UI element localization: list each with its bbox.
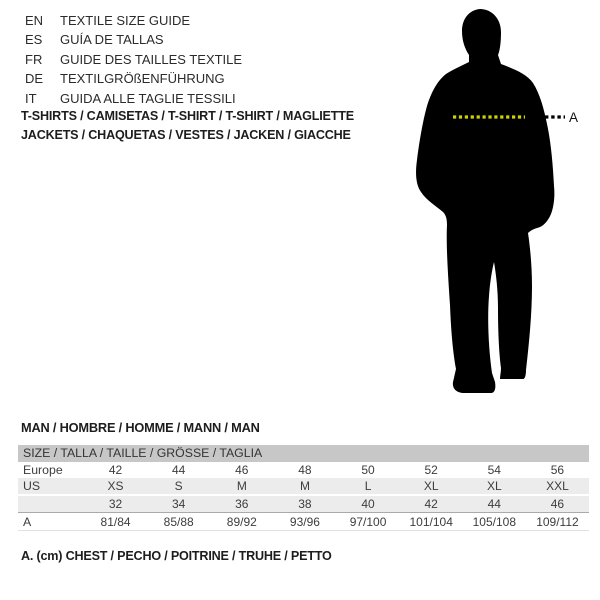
cell: 42 xyxy=(424,497,438,511)
language-code: FR xyxy=(25,51,43,67)
language-row-es xyxy=(25,30,242,49)
row-label: US xyxy=(23,479,41,493)
cell: L xyxy=(364,479,372,493)
language-row-de xyxy=(25,69,242,88)
language-label: GUIDE DES TAILLES TEXTILE xyxy=(60,51,243,67)
table-row-europe xyxy=(18,462,589,478)
cell: 36 xyxy=(235,497,249,511)
table-row-chest-cm xyxy=(18,512,589,531)
measurement-note: A. (cm) CHEST / PECHO / POITRINE / TRUHE / PETTO xyxy=(21,549,332,563)
row-label: A xyxy=(23,514,32,529)
cell: XXL xyxy=(546,479,569,493)
cell: 44 xyxy=(487,497,501,511)
man-silhouette xyxy=(416,9,554,393)
language-label: GUIDA ALLE TAGLIE TESSILI xyxy=(60,90,236,106)
measurement-label-a: A xyxy=(569,110,579,125)
cell: 85/88 xyxy=(163,514,194,529)
cell: 97/100 xyxy=(349,514,387,529)
language-label: TEXTILE SIZE GUIDE xyxy=(60,13,191,28)
cell: 56 xyxy=(550,463,565,477)
cell: 40 xyxy=(361,497,375,511)
cell: 101/104 xyxy=(409,514,453,529)
cell: 81/84 xyxy=(100,514,131,529)
cell: XL xyxy=(486,479,502,493)
cell: 89/92 xyxy=(226,514,257,529)
cell: 32 xyxy=(108,497,123,511)
cell: 105/108 xyxy=(472,514,516,529)
language-row-fr xyxy=(25,50,242,69)
cell: 109/112 xyxy=(536,514,579,529)
section-title-man: MAN / HOMBRE / HOMME / MANN / MAN xyxy=(21,420,260,435)
table-row-us xyxy=(18,478,589,496)
language-row-en xyxy=(25,11,242,30)
cell: M xyxy=(236,479,247,493)
language-list xyxy=(25,11,242,108)
category-line-jackets: JACKETS / CHAQUETAS / VESTES / JACKEN / GIACCHE xyxy=(21,128,351,142)
language-code: IT xyxy=(25,90,37,106)
cell: 48 xyxy=(298,463,312,477)
size-table-header: SIZE / TALLA / TAILLE / GRÖSSE / TAGLIA xyxy=(18,445,589,462)
cell: 44 xyxy=(172,463,186,477)
row-label: Europe xyxy=(23,463,63,477)
cell: 42 xyxy=(108,463,123,477)
cell: M xyxy=(299,479,310,493)
language-code: ES xyxy=(25,32,43,48)
measurement-figure xyxy=(405,0,600,400)
cell: S xyxy=(174,479,183,493)
cell: 46 xyxy=(550,497,565,511)
language-label: GUÍA DE TALLAS xyxy=(60,32,164,48)
language-code: EN xyxy=(25,13,44,28)
cell: 46 xyxy=(235,463,249,477)
cell: 52 xyxy=(424,463,438,477)
table-row-alt-sizes xyxy=(18,496,589,512)
cell: XL xyxy=(423,479,439,493)
language-row-it xyxy=(25,89,242,108)
cell: XS xyxy=(107,479,124,493)
cell: 54 xyxy=(487,463,501,477)
cell: 93/96 xyxy=(289,514,320,529)
language-label: TEXTILGRÖßENFÜHRUNG xyxy=(60,71,225,87)
cell: 34 xyxy=(172,497,186,511)
garment-categories xyxy=(21,107,354,145)
cell: 38 xyxy=(298,497,312,511)
cell: 50 xyxy=(361,463,375,477)
category-line-tshirts: T-SHIRTS / CAMISETAS / T-SHIRT / T-SHIRT / MAGLIETTE xyxy=(21,109,354,123)
language-code: DE xyxy=(25,71,44,87)
size-table xyxy=(18,445,589,531)
